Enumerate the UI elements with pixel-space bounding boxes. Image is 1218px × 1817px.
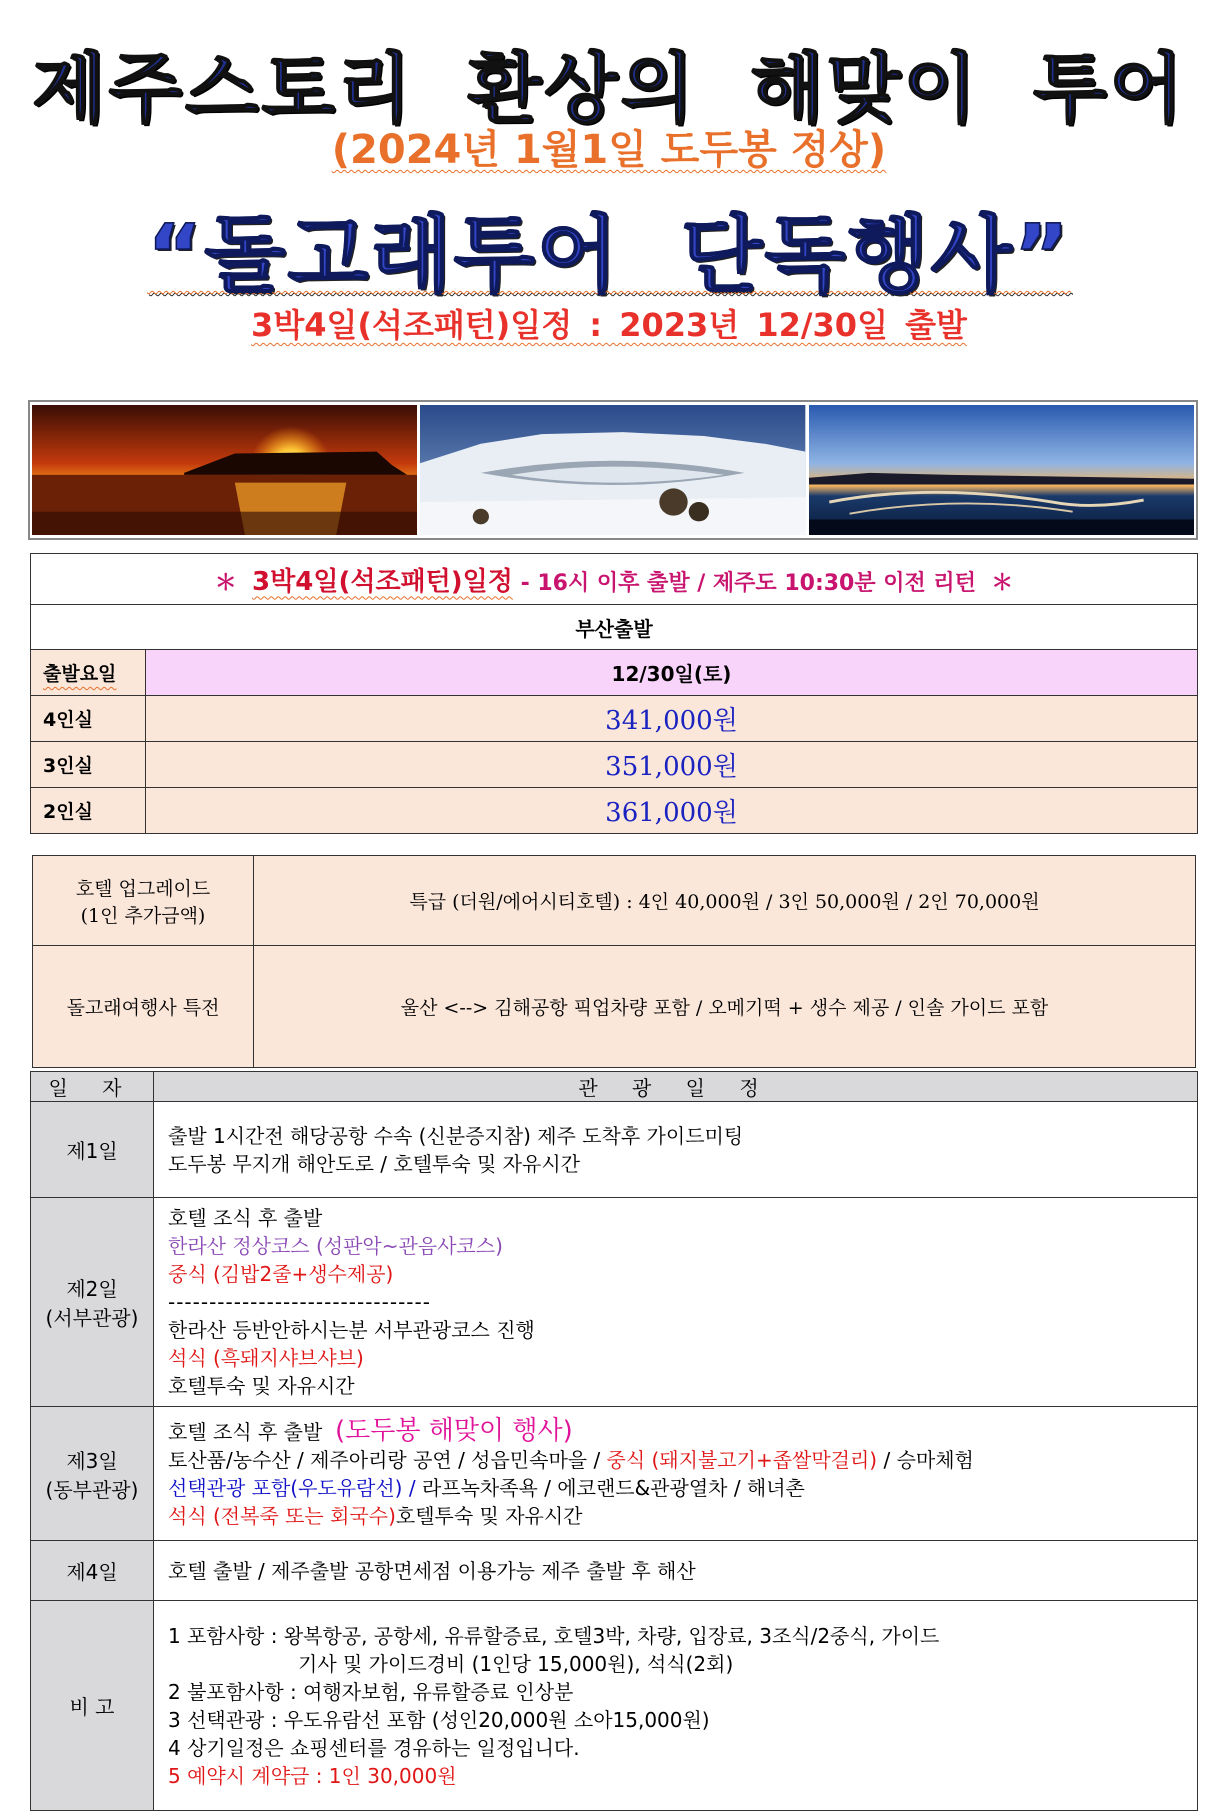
room-label: 2인실 (31, 788, 146, 834)
day-label: 제4일 (31, 1541, 154, 1601)
room-price: 341,000원 (146, 696, 1198, 742)
benefit-label: 돌고래여행사 특전 (33, 946, 254, 1068)
notes: 1 포함사항 : 왕복항공, 공항세, 유류할증료, 호텔3박, 차량, 입장료, 3조식/2중식, 가이드 기사 및 가이드경비 (1인당 15,000원), 석식(2회) 2 불포함사항 : 여행자보험, 유류할증료 인상분 3 선택관광 : 우도유람선 포함 (성인20,000원 소아15,000원) 4 상기일정은 쇼핑센터를 경유하는 일정입니다. 5 예약시 계약금 : 1인 30,000원 (154, 1601, 1198, 1811)
room-price: 361,000원 (146, 788, 1198, 834)
day3-schedule: 호텔 조식 후 출발 (도두봉 해맞이 행사) 토산품/농수산 / 제주아리랑 공연 / 성읍민속마을 / 중식 (돼지불고기+좁쌀막걸리) / 승마체험 선택관광 포함(우도유람선) / 라프녹차족욕 / 에코랜드&관광열차 / 해녀촌 석식 (전복죽 또는 회국수)호텔투숙 및 자유시간 (154, 1407, 1198, 1541)
upgrade-label: 호텔 업그레이드 (1인 추가금액) (33, 856, 254, 946)
upgrade-value: 특급 (더원/에어시티호텔) : 4인 40,000원 / 3인 50,000원 / 2인 70,000원 (254, 856, 1196, 946)
photo-strip (28, 400, 1198, 540)
headline: “돌고래투어 단독행사” (147, 206, 1071, 304)
notes-label: 비 고 (31, 1601, 154, 1811)
snowy-crater-photo (420, 405, 805, 535)
departure-day-value: 12/30일(토) (146, 650, 1198, 696)
coastal-sunrise-photo (809, 405, 1194, 535)
schedule-summary: 3박4일(석조패턴)일정 : 2023년 12/30일 출발 (251, 306, 967, 344)
day-label: 제3일 (동부관광) (31, 1407, 154, 1541)
day2-schedule: 호텔 조식 후 출발 한라산 정상코스 (성판악~관음사코스) 중식 (김밥2줄+생수제공) -------------------------------- 한라산 등반안하시는분 서부관광코스 진행 석식 (흑돼지샤브샤브) 호텔투숙 및 자유시간 (154, 1198, 1198, 1407)
day4-schedule: 호텔 출발 / 제주출발 공항면세점 이용가능 제주 출발 후 해산 (154, 1541, 1198, 1601)
day1-schedule: 출발 1시간전 해당공항 수속 (신분증지참) 제주 도착후 가이드미팅 도두봉 무지개 해안도로 / 호텔투숙 및 자유시간 (154, 1102, 1198, 1198)
schedule-column-header: 관 광 일 정 (154, 1072, 1198, 1102)
event-date-subtitle: (2024년 1월1일 도두봉 정상) (331, 127, 887, 173)
departure-day-label: 출발요일 (31, 650, 146, 696)
departure-city: 부산출발 (31, 605, 1198, 650)
day-label: 제1일 (31, 1102, 154, 1198)
day-column-header: 일 자 (31, 1072, 154, 1102)
room-label: 3인실 (31, 742, 146, 788)
extras-table (32, 855, 1196, 1068)
page-title: 제주스토리 환상의 해맞이 투어 (32, 44, 1186, 133)
day-label: 제2일 (서부관광) (31, 1198, 154, 1407)
room-label: 4인실 (31, 696, 146, 742)
sunset-photo (32, 405, 417, 535)
itinerary-table (30, 1071, 1198, 1811)
price-table (30, 553, 1198, 834)
schedule-header: ＊ 3박4일(석조패턴)일정 - 16시 이후 출발 / 제주도 10:30분 이전 리턴 ＊ (31, 554, 1198, 605)
benefit-value: 울산 <--> 김해공항 픽업차량 포함 / 오메기떡 + 생수 제공 / 인솔 가이드 포함 (254, 946, 1196, 1068)
room-price: 351,000원 (146, 742, 1198, 788)
